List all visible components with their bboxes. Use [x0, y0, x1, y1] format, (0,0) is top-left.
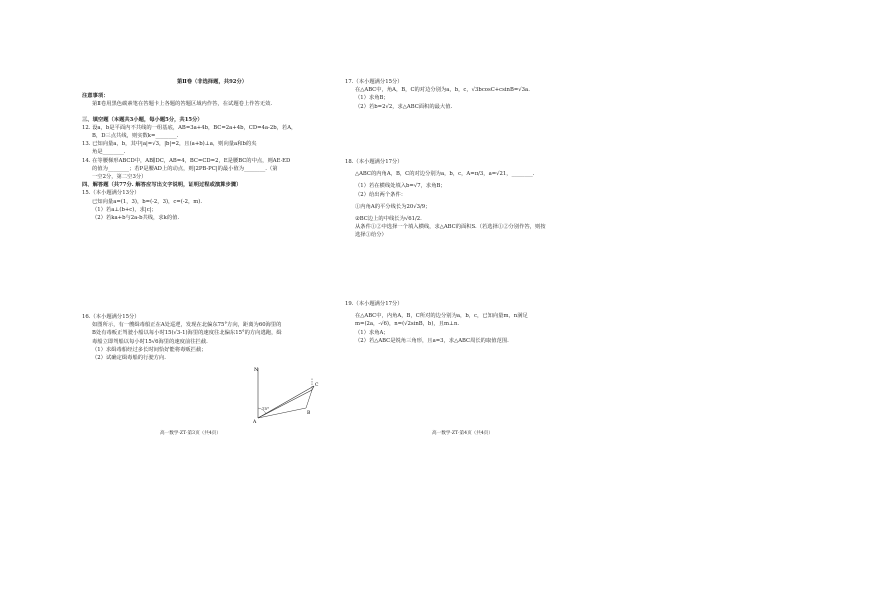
question-19-line-1: 在△ABC中，内角A，B，C所对的边分别为a，b，c，已知向量m，n满足 — [355, 313, 528, 320]
question-17-part-2: （2）若b=2√2，求△ABC面积的最大值. — [355, 103, 453, 110]
question-16-line-3: 毒船立即驾船以每小时15√6海里的速度前往拦截. — [92, 338, 208, 345]
question-16-part-1: （1）求缉毒船经过多长时间恰好能将毒贩拦截； — [92, 346, 207, 353]
question-16-part-2: （2）试确定缉毒船的行驶方向. — [92, 355, 166, 362]
solve-heading: 四、解答题（共77分. 解答应写出文字说明，证明过程或演算步骤） — [82, 182, 242, 189]
point-a-label: A — [253, 420, 257, 424]
question-13-line-1: 13. 已知向量a，b，其中|a|=√3，|b|=2，且(a+b)⊥a，则向量a和b的夹 — [82, 141, 257, 148]
section-title: 第Ⅱ卷（非选择题，共92分） — [176, 79, 248, 85]
question-18-heading: 18.（本小题满分17分） — [345, 159, 403, 165]
left-footer: 高一数学·ZT·第3页（共4页） — [160, 431, 221, 436]
question-16-block — [82, 313, 342, 362]
question-14-line-1: 14. 在等腰梯形ABCD中，AB∥DC，AB=4，BC=CD=2，E是腰BC的中点，则AE·ED — [82, 157, 291, 164]
right-footer: 高一数学·ZT·第4页（共4页） — [432, 431, 493, 436]
question-19-heading: 19.（本小题满分17分） — [345, 301, 403, 307]
question-18-part-1: （1）若在横线处填入b=√7，求角B； — [355, 183, 446, 190]
question-18-block — [345, 158, 585, 240]
question-12-line-1: 12. 设a，b是平面内不共线的一组基底，AB=3a+4b，BC=2a+4b，CD=4a-2b，若A， — [82, 124, 297, 131]
question-18-line-7: 选择①给分） — [355, 232, 387, 239]
question-14-line-2: 的值为________；若P是腰AD上的动点，则|2PB-PC|的最小值为________.（第 — [92, 165, 278, 172]
question-17-part-1: （1）求角B； — [355, 95, 389, 102]
question-16-line-1: 如图所示，有一艘缉毒船正在A处巡逻，发现在北偏东75°方向，距离为60海里的 — [92, 322, 282, 329]
question-19-block — [345, 300, 585, 345]
question-14-line-3: 一空2分，第二空3分） — [92, 174, 147, 181]
question-19-part-1: （1）求角A； — [355, 329, 389, 336]
question-18-part-2: （2）给出两个条件： — [355, 191, 407, 198]
condition-1: ①内角A的平分线长为20√3/9； — [355, 203, 431, 210]
question-18-line-6: 从条件①②中选择一个填入横线，求△ABC的面积S.（若选择①②分别作答，则按 — [355, 224, 546, 231]
question-16-line-2: B处有毒贩正驾驶小船以每小时15(√3-1)海里的速度往北偏东15°的方向逃跑，缉 — [92, 330, 282, 337]
point-c-label: C — [315, 383, 319, 388]
north-label: N — [254, 367, 259, 373]
notice-text: 第Ⅱ卷用黑色碳素笔在答题卡上各题的答题区域内作答，在试题卷上作答无效. — [92, 101, 273, 108]
question-16-heading: 16.（本小题满分15分） — [82, 314, 140, 320]
question-12-line-2: B，D三点共线，则实数k=________. — [92, 133, 179, 140]
fill-blank-heading: 三、填空题（本题共3小题，每小题5分，共15分） — [82, 116, 203, 123]
question-18-line-1: △ABC的内角A，B，C的对边分别为a，b，c，A=π/3，a=√21，________. — [355, 171, 535, 178]
question-15-part-1: （1）若a⊥(b+c)，求|c|； — [92, 206, 157, 213]
point-b-label: B — [307, 411, 311, 416]
left-page — [82, 78, 342, 362]
notice-heading: 注意事项： — [82, 93, 109, 100]
question-19-part-2: （2）若△ABC是锐角三角形，且a=3，求△ABC周长的取值范围. — [355, 337, 509, 344]
angle-label: 75° — [262, 406, 270, 411]
condition-2: ②BC边上的中线长为√61/2. — [355, 216, 422, 223]
right-page — [345, 78, 585, 344]
question-15-part-2: （2）若ka+b与2a-b共线，求k的值. — [92, 215, 180, 222]
question-17-line-1: 在△ABC中，角A，B，C的对边分别为a，b，c，√3bcosC+csinB=√3a. — [355, 87, 530, 94]
navigation-diagram — [252, 364, 322, 424]
question-16-figure — [252, 364, 322, 424]
question-13-line-2: 角是________. — [92, 149, 126, 156]
question-15-heading: 15.（本小题满分13分） — [82, 190, 140, 197]
question-17-heading: 17.（本小题满分15分） — [345, 79, 403, 85]
question-19-line-2: m=(2a，-√6)，n=(√2sinB，b)，且m⊥n. — [355, 321, 460, 328]
question-15-line-1: 已知向量a=(1，3)，b=(-2，3)，c=(-2，m). — [92, 198, 203, 205]
